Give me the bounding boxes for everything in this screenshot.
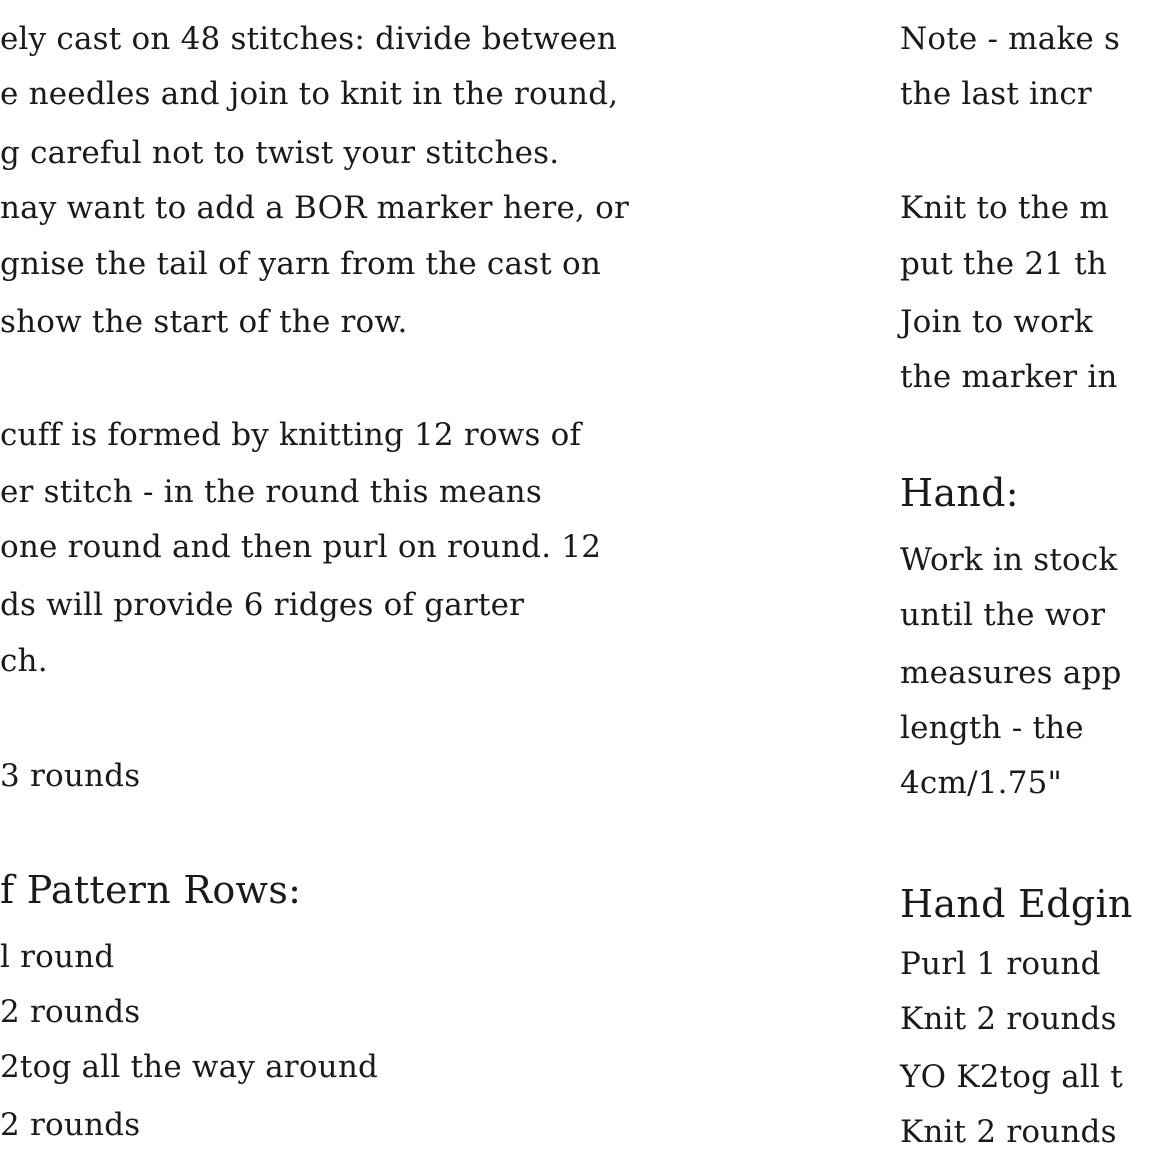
text-line: e needles and join to knit in the round, xyxy=(0,76,619,112)
text-line: ds will provide 6 ridges of garter xyxy=(0,587,525,623)
text-line: show the start of the row. xyxy=(0,304,408,340)
text-line: ch. xyxy=(0,643,48,679)
edging-row: Knit 2 rounds xyxy=(900,1114,1117,1150)
text-line: Knit to the m xyxy=(900,190,1109,226)
text-line: length - the xyxy=(900,710,1084,746)
text-line: cuff is formed by knitting 12 rows of xyxy=(0,417,582,453)
pattern-row: 2 rounds xyxy=(0,994,141,1030)
text-line: until the wor xyxy=(900,597,1106,633)
pattern-rows-heading: f Pattern Rows: xyxy=(0,868,302,912)
hand-heading: Hand: xyxy=(900,471,1019,515)
text-line: ely cast on 48 stitches: divide between xyxy=(0,21,617,57)
edging-row: YO K2tog all t xyxy=(900,1059,1123,1095)
text-line: Note - make s xyxy=(900,21,1121,57)
pattern-row: 2 rounds xyxy=(0,1107,141,1143)
text-line: one round and then purl on round. 12 xyxy=(0,529,602,565)
pattern-row: 2tog all the way around xyxy=(0,1049,379,1085)
edging-row: Purl 1 round xyxy=(900,946,1101,982)
text-line: the last incr xyxy=(900,76,1092,112)
rounds-line: 3 rounds xyxy=(0,758,141,794)
text-line: the marker in xyxy=(900,359,1118,395)
text-line: measures app xyxy=(900,655,1122,691)
edging-row: Knit 2 rounds xyxy=(900,1001,1117,1037)
text-line: Work in stock xyxy=(900,542,1118,578)
text-line: er stitch - in the round this means xyxy=(0,474,542,510)
text-line: 4cm/1.75" xyxy=(900,765,1063,801)
text-line: nay want to add a BOR marker here, or xyxy=(0,190,629,226)
text-line: g careful not to twist your stitches. xyxy=(0,135,560,171)
text-line: gnise the tail of yarn from the cast on xyxy=(0,246,602,282)
text-line: Join to work xyxy=(900,304,1094,340)
pattern-row: l round xyxy=(0,939,115,975)
hand-edging-heading: Hand Edgin xyxy=(900,882,1133,926)
text-line: put the 21 th xyxy=(900,246,1108,282)
